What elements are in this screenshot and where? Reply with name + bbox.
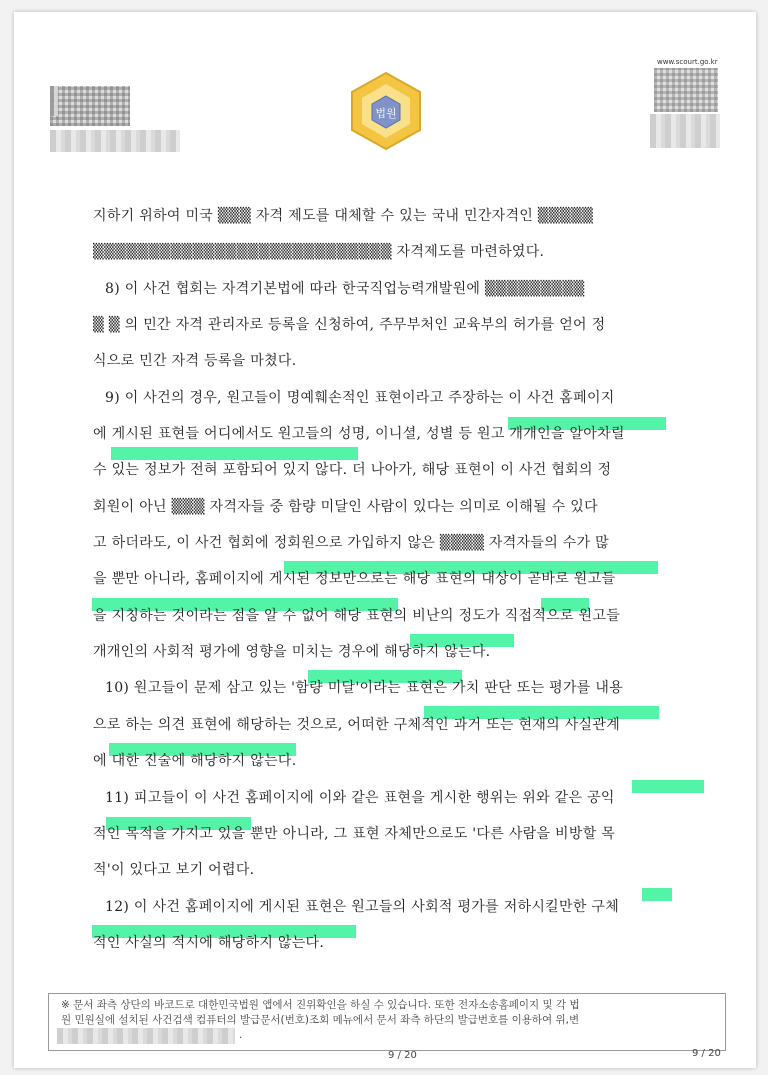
body-line: 고 하더라도, 이 사건 협회에 정회원으로 가입하지 않은 ▒▒▒▒ 자격자들의 수가 많 [93,535,609,551]
notice-line-2: 원 민원실에 설치된 사건검색 컴퓨터의 발급문서(번호)조회 메뉴에서 문서 좌측 하단의 발급번호를 이용하여 위,변 [61,1014,580,1026]
body-line: 적'이 있다고 보기 어렵다. [93,862,255,878]
body-line: 을 지칭하는 것이라는 점을 알 수 없어 해당 표현의 비난의 정도가 직접적으로 원고들 [93,608,621,624]
body-line: 8) 이 사건 협회는 자격기본법에 따라 한국직업능력개발원에 ▒▒▒▒▒▒▒▒▒ [105,281,585,297]
barcode-left [50,86,130,126]
document-page [14,12,756,1068]
issue-number-redacted [57,1028,235,1044]
page-number-right: 9 / 20 [692,1048,721,1059]
body-line: 에 대한 진술에 해당하지 않는다. [93,753,297,769]
notice-line-3: . [239,1029,243,1041]
page-number-center: 9 / 20 [388,1050,417,1061]
notice-line-1: ※ 문서 좌측 상단의 바코드로 대한민국법원 앱에서 진위확인을 하실 수 있습니다. 또한 전자소송홈페이지 및 각 법 [61,999,580,1011]
body-line: 에 게시된 표현들 어디에서도 원고들의 성명, 이니셜, 성별 등 원고 개개인을 알아차릴 [93,426,625,442]
barcode-corner-mark [50,86,58,116]
qr-code [654,68,718,112]
body-line: ▒ ▒ 의 민간 자격 관리자로 등록을 신청하여, 주무부처인 교육부의 허가를 얻어 정 [93,317,606,333]
emblem-text: 법원 [375,107,397,120]
body-line: 식으로 민간 자격 등록을 마쳤다. [93,353,297,369]
body-line: 9) 이 사건의 경우, 원고들이 명예훼손적인 표현이라고 주장하는 이 사건 홈페이지 [105,390,615,406]
body-line: 수 있는 정보가 전혀 포함되어 있지 않다. 더 나아가, 해당 표현이 이 사건 협회의 정 [93,462,612,478]
body-line: 을 뿐만 아니라, 홈페이지에 게시된 정보만으로는 해당 표현의 대상이 곧바로 원고들 [93,571,616,587]
qr-serial-redacted [650,114,720,148]
issue-number-redacted [50,130,180,152]
body-line: 10) 원고들이 문제 삼고 있는 '함량 미달'이라는 표현은 가치 판단 또는 평가를 내용 [105,680,624,696]
body-line: 회원이 아닌 ▒▒▒ 자격자들 중 함량 미달인 사람이 있다는 의미로 이해될 수 있다 [93,499,598,515]
body-line: 11) 피고들이 이 사건 홈페이지에 이와 같은 표현을 게시한 행위는 위와 같은 공익 [105,790,615,806]
body-line: 적인 목적을 가지고 있을 뿐만 아니라, 그 표현 자체만으로도 '다른 사람을 비방할 목 [93,826,616,842]
verification-notice [48,993,726,1051]
body-line: 적인 사실의 적시에 해당하지 않는다. [93,935,325,951]
body-line: 12) 이 사건 홈페이지에 게시된 표현은 원고들의 사회적 평가를 저하시킬만한 구체 [105,899,620,915]
site-url: www.scourt.go.kr [657,58,718,66]
court-emblem-icon [344,70,428,152]
body-line: 개개인의 사회적 평가에 영향을 미치는 경우에 해당하지 않는다. [93,644,491,660]
body-line: 으로 하는 의견 표현에 해당하는 것으로, 어떠한 구체적인 과거 또는 현재의 사실관계 [93,717,621,733]
body-line: ▒▒▒▒▒▒▒▒▒▒▒▒▒▒▒▒▒▒▒▒▒▒▒▒▒▒▒ 자격제도를 마련하였다. [93,244,545,260]
body-line: 지하기 위하여 미국 ▒▒▒ 자격 제도를 대체할 수 있는 국내 민간자격인 ▒▒▒▒▒ [93,208,594,224]
